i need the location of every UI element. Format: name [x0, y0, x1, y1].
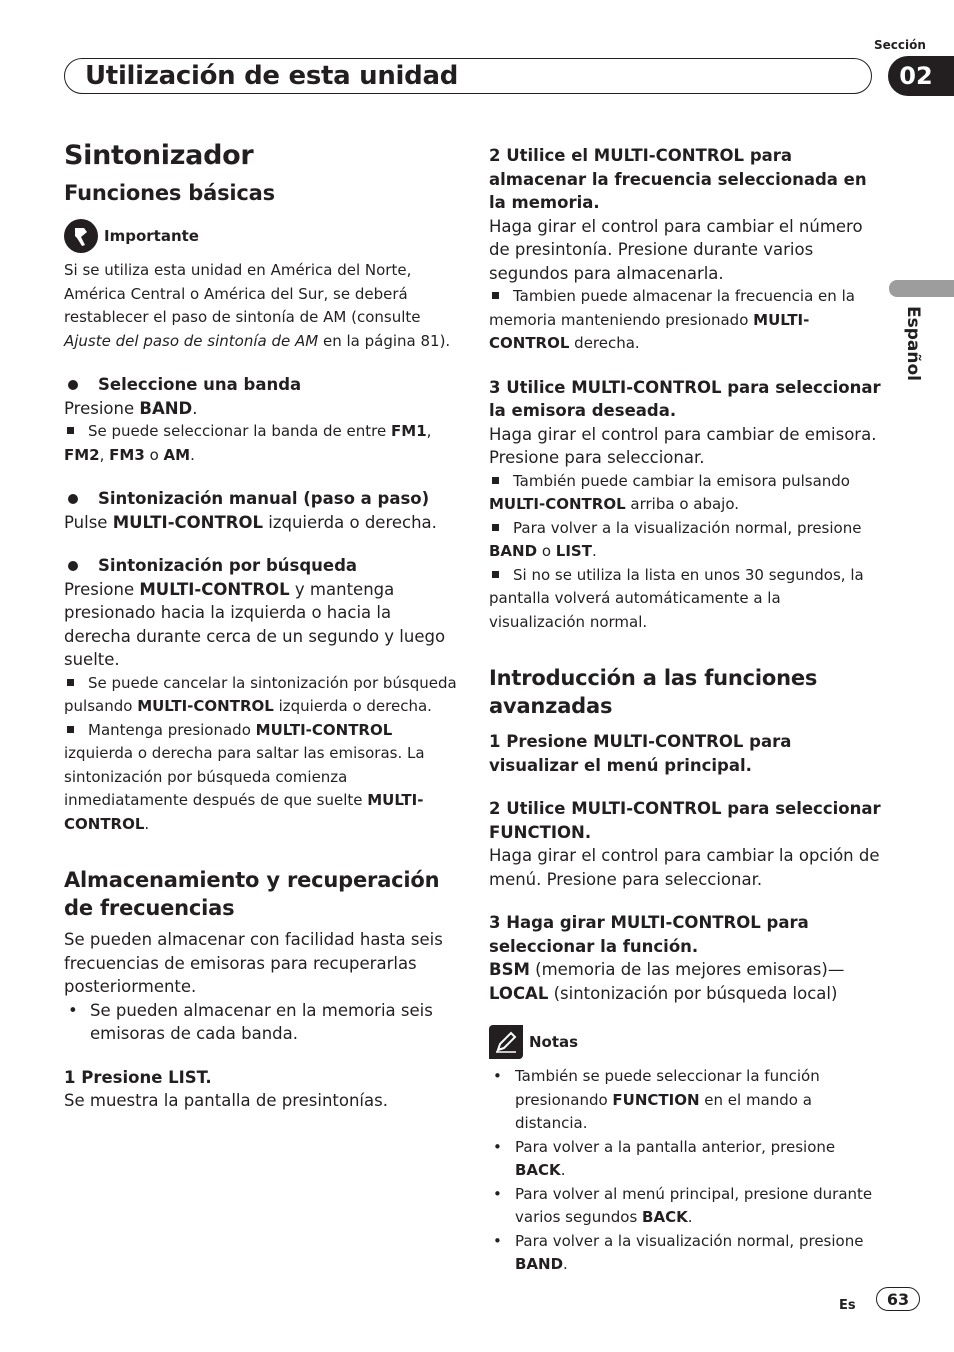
seek-note-1: Se puede cancelar la sintonización por búsqueda pulsando MULTI-CONTROL izquierda o derecha.: [64, 673, 457, 715]
store-text: Se pueden almacenar con facilidad hasta seis frecuencias de emisoras para recuperarlas posteriormente.: [64, 930, 443, 996]
step-1: 1 Presione LIST.: [64, 1067, 212, 1087]
step-2-text: Haga girar el control para cambiar el número de presintonía. Presione durante varios segundos para almacenarla.: [489, 216, 863, 283]
note-4: • Para volver a la visualización normal, presione BAND.: [489, 1230, 881, 1277]
note-3: • Para volver al menú principal, presione durante varios segundos BACK.: [489, 1183, 881, 1230]
band-heading: Seleccione una banda: [64, 373, 459, 397]
adv-step-3-text: BSM (memoria de las mejores emisoras)—LOCAL (sintonización por búsqueda local): [489, 960, 845, 1003]
section-number-badge: 02: [888, 56, 954, 96]
step-2: 2 Utilice el MULTI-CONTROL para almacenar la frecuencia seleccionada en la memoria.: [489, 146, 867, 212]
right-column: [489, 144, 881, 1277]
seek-text: Presione MULTI-CONTROL y mantenga presionado hacia la izquierda o hacia la derecha durante cerca de un segundo y luego suelte.: [64, 579, 446, 669]
page-number: 63: [876, 1287, 920, 1311]
step-2-note: Tambien puede almacenar la frecuencia en la memoria manteniendo presionado MULTI-CONTROL derecha.: [489, 287, 855, 352]
page-header-title: Utilización de esta unidad: [85, 61, 459, 91]
page-title: Sintonizador: [64, 140, 254, 171]
header-bar: [64, 58, 872, 94]
language-tab-marker: [889, 280, 954, 297]
important-header: [64, 219, 459, 253]
band-text: Presione BAND.: [64, 398, 198, 418]
adv-step-2-text: Haga girar el control para cambiar la opción de menú. Presione para seleccionar.: [489, 846, 880, 889]
adv-step-2: 2 Utilice MULTI-CONTROL para seleccionar FUNCTION.: [489, 799, 881, 842]
adv-step-3: 3 Haga girar MULTI-CONTROL para seleccionar la función.: [489, 913, 809, 956]
footer-language-code: Es: [839, 1298, 856, 1313]
seek-heading: Sintonización por búsqueda: [64, 554, 459, 578]
seek-note-2: Mantenga presionado MULTI-CONTROL izquierda o derecha para saltar las emisoras. La sintonización por búsqueda comienza inmediatamente después de que suelte MULTI-CONTROL.: [64, 720, 425, 833]
note-1: • También se puede seleccionar la función presionando FUNCTION en el mando a distancia.: [489, 1065, 881, 1136]
note-2: • Para volver a la pantalla anterior, presione BACK.: [489, 1136, 881, 1183]
step-3: 3 Utilice MULTI-CONTROL para seleccionar la emisora deseada.: [489, 377, 881, 420]
heading-store-recall: Almacenamiento y recuperación de frecuencias: [64, 868, 440, 920]
notes-label: Notas: [529, 1033, 579, 1051]
store-list-item: • Se pueden almacenar en la memoria seis emisoras de cada banda.: [64, 999, 459, 1046]
step-1-text: Se muestra la pantalla de presintonías.: [64, 1091, 388, 1110]
notes-header: [489, 1025, 881, 1059]
important-text: Si se utiliza esta unidad en América del Norte, América Central o América del Sur, se deberá restablecer el paso de sintonía de AM (consulte Ajuste del paso de sintonía de AM en la página 81).: [64, 261, 451, 350]
language-label: Español: [903, 306, 923, 381]
adv-step-1: 1 Presione MULTI-CONTROL para visualizar el menú principal.: [489, 732, 792, 775]
step-3-note-1: También puede cambiar la emisora pulsando MULTI-CONTROL arriba o abajo.: [489, 471, 850, 513]
heading-advanced-functions: Introducción a las funciones avanzadas: [489, 666, 818, 718]
step-3-note-2: Para volver a la visualización normal, presione BAND o LIST.: [489, 518, 862, 560]
manual-text: Pulse MULTI-CONTROL izquierda o derecha.: [64, 512, 437, 532]
important-icon: [64, 219, 98, 253]
left-column: [64, 140, 459, 1113]
heading-basic-functions: Funciones básicas: [64, 181, 275, 205]
step-3-text: Haga girar el control para cambiar de emisora. Presione para seleccionar.: [489, 424, 877, 467]
band-note: Se puede seleccionar la banda de entre FM1, FM2, FM3 o AM.: [64, 422, 432, 464]
important-label: Importante: [104, 227, 199, 245]
section-label: Sección: [874, 38, 926, 52]
step-3-note-3: Si no se utiliza la lista en unos 30 segundos, la pantalla volverá automáticamente a la visualización normal.: [489, 565, 864, 631]
notes-icon: [489, 1025, 523, 1059]
manual-heading: Sintonización manual (paso a paso): [64, 487, 459, 511]
